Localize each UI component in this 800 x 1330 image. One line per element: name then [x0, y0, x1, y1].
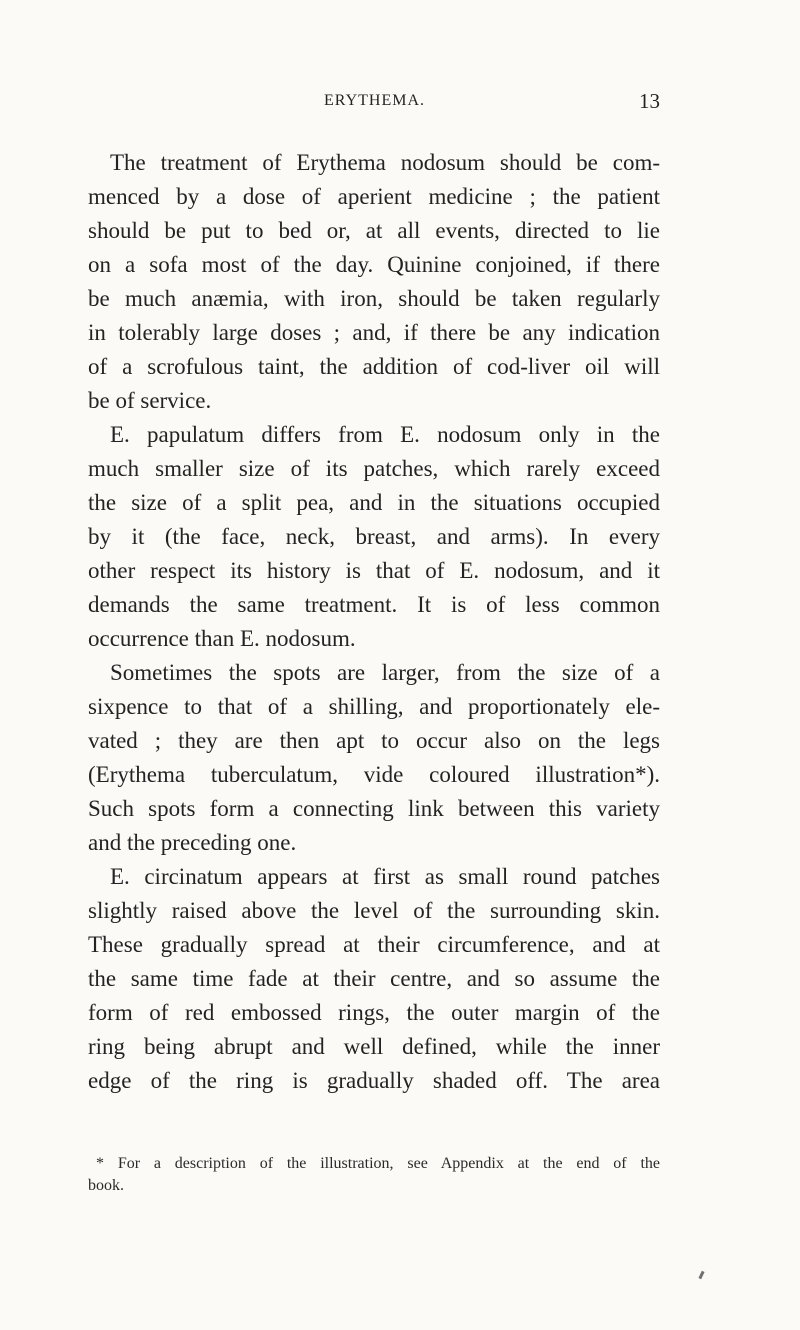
text-line: by it (the face, neck, breast, and arms). In every: [88, 524, 660, 549]
footnote-line: book.: [88, 1177, 124, 1194]
text-line: on a sofa most of the day. Quinine conjoined, if there: [88, 252, 660, 277]
text-line: slightly raised above the level of the surrounding skin.: [88, 898, 660, 923]
text-line: be much anæmia, with iron, should be taken regularly: [88, 286, 660, 311]
text-line: sixpence to that of a shilling, and proportionately ele-: [88, 694, 660, 719]
running-title: ERYTHEMA.: [324, 92, 425, 109]
text-line: and the preceding one.: [88, 830, 297, 855]
page-header: [88, 89, 660, 122]
text-line: in tolerably large doses ; and, if there be any indication: [88, 320, 660, 345]
text-line: Sometimes the spots are larger, from the size of a: [110, 660, 660, 685]
text-line: menced by a dose of aperient medicine ; the patient: [88, 184, 660, 209]
text-line: form of red embossed rings, the outer margin of the: [88, 1000, 660, 1025]
text-line: much smaller size of its patches, which rarely exceed: [88, 456, 660, 481]
footnote-line: * For a description of the illustration, see Appendix at the end of the: [96, 1155, 660, 1172]
text-line: be of service.: [88, 388, 212, 413]
text-line: edge of the ring is gradually shaded off. The area: [88, 1068, 660, 1093]
body-text: [88, 146, 660, 1098]
text-line: the same time fade at their centre, and so assume the: [88, 966, 660, 991]
text-line: should be put to bed or, at all events, directed to lie: [88, 218, 660, 243]
text-line: The treatment of Erythema nodosum should be com-: [110, 150, 660, 175]
text-line: E. circinatum appears at first as small round patches: [110, 864, 660, 889]
text-line: (Erythema tuberculatum, vide coloured illustration*).: [88, 762, 660, 787]
text-line: of a scrofulous taint, the addition of cod-liver oil will: [88, 354, 660, 379]
text-line: Such spots form a connecting link between this variety: [88, 796, 660, 821]
footnote: [88, 1153, 660, 1197]
text-line: other respect its history is that of E. nodosum, and it: [88, 558, 660, 583]
print-mark: [698, 1271, 704, 1280]
text-line: These gradually spread at their circumference, and at: [88, 932, 660, 957]
text-line: occurrence than E. nodosum.: [88, 626, 356, 651]
text-line: demands the same treatment. It is of less common: [88, 592, 660, 617]
page-number: 13: [639, 89, 660, 113]
text-line: vated ; they are then apt to occur also on the legs: [88, 728, 660, 753]
text-line: E. papulatum differs from E. nodosum only in the: [110, 422, 660, 447]
text-line: the size of a split pea, and in the situations occupied: [88, 490, 660, 515]
text-line: ring being abrupt and well defined, while the inner: [88, 1034, 660, 1059]
